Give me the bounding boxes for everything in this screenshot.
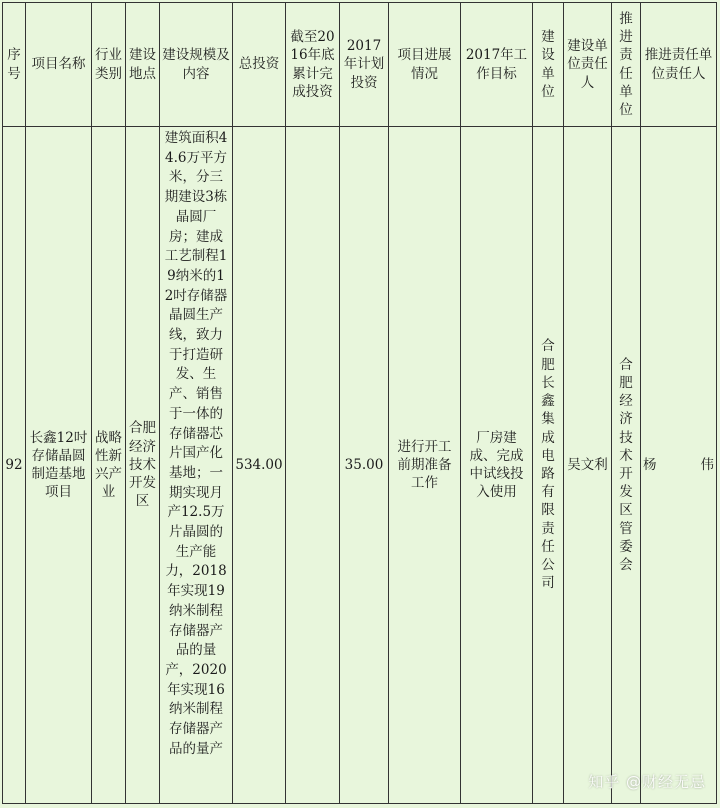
header-builder: 建设单位 xyxy=(533,3,564,127)
cell-cumulative-2016 xyxy=(286,127,340,804)
cell-builder-person: 吴文利 xyxy=(564,127,612,804)
cell-progress: 进行开工前期准备工作 xyxy=(389,127,461,804)
table-row xyxy=(3,127,717,804)
cell-builder: 合肥长鑫集成电路有限责任公司 xyxy=(533,127,564,804)
header-builder-person: 建设单位责任人 xyxy=(564,3,612,127)
header-promoter: 推进责任单位 xyxy=(612,3,641,127)
project-table xyxy=(2,2,717,804)
cell-promoter: 合肥经济技术开发区管委会 xyxy=(612,127,641,804)
header-scale: 建设规模及内容 xyxy=(160,3,233,127)
header-total-investment: 总投资 xyxy=(233,3,286,127)
cell-total-investment: 534.00 xyxy=(233,127,286,804)
cell-scale: 建筑面积44.6万平方米，分三期建设3栋晶圆厂房；建成工艺制程19纳米的12吋存储器晶圆生产线，致力于打造研发、生产、销售于一体的存储器芯片国产化基地；一期实现月产12.5万片晶圆的生产能力，2018年实现19纳米制程存储器产品的量产，2020年实现16纳米制程存储器产品的量产 xyxy=(160,127,233,804)
cell-promoter-person: 杨 伟 xyxy=(641,127,717,804)
header-location: 建设地点 xyxy=(126,3,160,127)
header-cumulative-2016: 截至2016年底累计完成投资 xyxy=(286,3,340,127)
cell-location: 合肥经济技术开发区 xyxy=(126,127,160,804)
header-project-name: 项目名称 xyxy=(26,3,92,127)
cell-target-2017: 厂房建成、完成中试线投入使用 xyxy=(461,127,533,804)
header-plan-2017: 2017年计划投资 xyxy=(340,3,389,127)
watermark-text: 知乎 @财经无忌 xyxy=(588,773,706,791)
header-target-2017: 2017年工作目标 xyxy=(461,3,533,127)
cell-plan-2017: 35.00 xyxy=(340,127,389,804)
cell-project-name: 长鑫12吋存储晶圆制造基地项目 xyxy=(26,127,92,804)
header-promoter-person: 推进责任单位责任人 xyxy=(641,3,717,127)
cell-seq: 92 xyxy=(3,127,26,804)
header-progress: 项目进展情况 xyxy=(389,3,461,127)
cell-industry: 战略性新兴产业 xyxy=(92,127,126,804)
header-row xyxy=(3,3,717,127)
header-industry: 行业类别 xyxy=(92,3,126,127)
header-seq: 序号 xyxy=(3,3,26,127)
